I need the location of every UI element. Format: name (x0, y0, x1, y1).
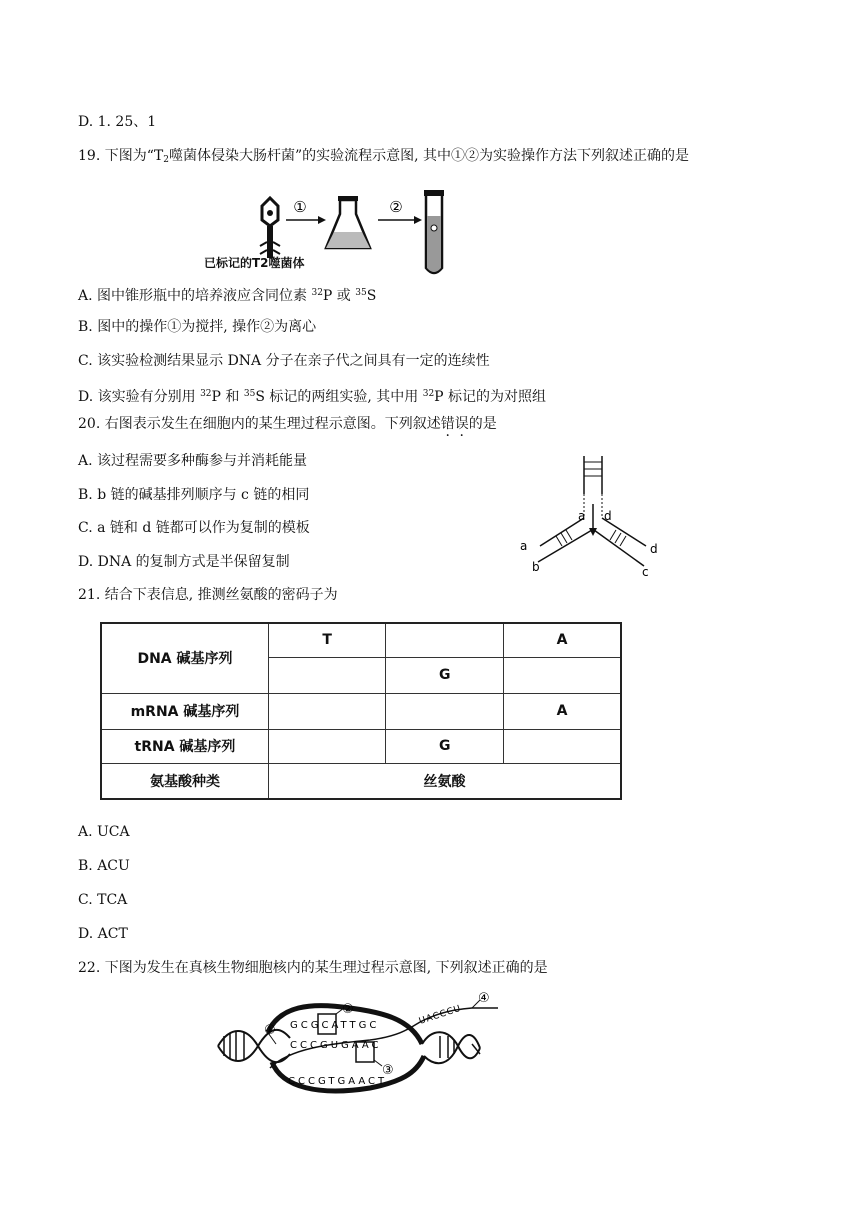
codon-table (100, 622, 622, 800)
label-d: d (650, 542, 658, 556)
step-1-label: ① (293, 198, 307, 216)
mrna-cell3: A (503, 693, 621, 729)
dna-label: DNA 碱基序列 (101, 623, 268, 693)
dna-row1-cell1: T (268, 623, 386, 657)
step-2-label: ② (389, 198, 403, 216)
trna-cell2: G (386, 729, 504, 763)
q21-option-a: A. UCA (78, 824, 130, 840)
q20-option-d: D. DNA 的复制方式是半保留复制 (78, 554, 290, 570)
label-b: b (532, 560, 540, 574)
trna-cell3 (503, 729, 621, 763)
rna-strand-sequence: UACCCU (417, 1003, 463, 1027)
q20-replication-figure (514, 454, 664, 580)
marker-3: ③ (382, 1063, 394, 1078)
q21-option-b: B. ACU (78, 858, 130, 874)
q19-option-c: C. 该实验检测结果显示 DNA 分子在亲子代之间具有一定的连续性 (78, 353, 490, 369)
label-a: a (520, 539, 528, 553)
q20-option-c: C. a 链和 d 链都可以作为复制的模板 (78, 520, 310, 536)
q20-option-a: A. 该过程需要多种酶参与并消耗能量 (78, 453, 308, 469)
test-tube-icon (424, 190, 444, 273)
mrna-cell2 (386, 693, 504, 729)
dna-row1-cell3: A (503, 623, 621, 657)
q20-stem: 20. 右图表示发生在细胞内的某生理过程示意图。下列叙述错误的是 (78, 416, 497, 432)
q19-figure-caption: 已标记的T2噬菌体 (204, 256, 305, 270)
bottom-sequence: CCCGTGAACT (288, 1076, 388, 1087)
phage-icon (260, 198, 280, 258)
q21-option-c: C. TCA (78, 892, 128, 908)
inner-sequence: CCCGUGAAC (290, 1040, 382, 1051)
label-d-upper: d (604, 509, 612, 523)
aa-value: 丝氨酸 (268, 763, 621, 799)
q21-option-d: D. ACT (78, 926, 128, 942)
trna-label: tRNA 碱基序列 (101, 729, 268, 763)
aa-label: 氨基酸种类 (101, 763, 268, 799)
dna-row1-cell2 (386, 623, 504, 657)
marker-2: ② (342, 1002, 354, 1017)
dna-row2-cell3 (503, 657, 621, 693)
mrna-label: mRNA 碱基序列 (101, 693, 268, 729)
top-sequence: GCGCATTGC (290, 1020, 380, 1031)
q22-transcription-figure (210, 988, 510, 1103)
q21-stem: 21. 结合下表信息, 推测丝氨酸的密码子为 (78, 587, 338, 603)
q19-option-d: D. 该实验有分别用 $^{32}$P 和 $^{35}$S 标记的两组实验, 其中用 $^{32}$P 标记的为对照组 (78, 389, 547, 405)
flask-icon (326, 196, 370, 248)
q19-option-b: B. 图中的操作①为搅拌, 操作②为离心 (78, 319, 317, 335)
label-a-upper: a (578, 509, 586, 523)
mrna-cell1 (268, 693, 386, 729)
q19-option-a: A. 图中锥形瓶中的培养液应含同位素 $^{32}$P 或 $^{35}$S (78, 288, 377, 304)
q19-stem: 19. 下图为“$T_2$噬菌体侵染大肠杆菌”的实验流程示意图, 其中①②为实验操作方法下列叙述正确的是 (78, 148, 690, 165)
trna-cell1 (268, 729, 386, 763)
marker-4: ④ (478, 991, 490, 1006)
label-c: c (642, 565, 649, 579)
q18-option-d: D. 1. 25、1 (78, 114, 157, 130)
dna-row2-cell1 (268, 657, 386, 693)
dna-row2-cell2: G (386, 657, 504, 693)
q20-option-b: B. b 链的碱基排列顺序与 c 链的相同 (78, 487, 310, 503)
marker-1: ① (264, 1023, 276, 1038)
q22-stem: 22. 下图为发生在真核生物细胞核内的某生理过程示意图, 下列叙述正确的是 (78, 960, 548, 976)
